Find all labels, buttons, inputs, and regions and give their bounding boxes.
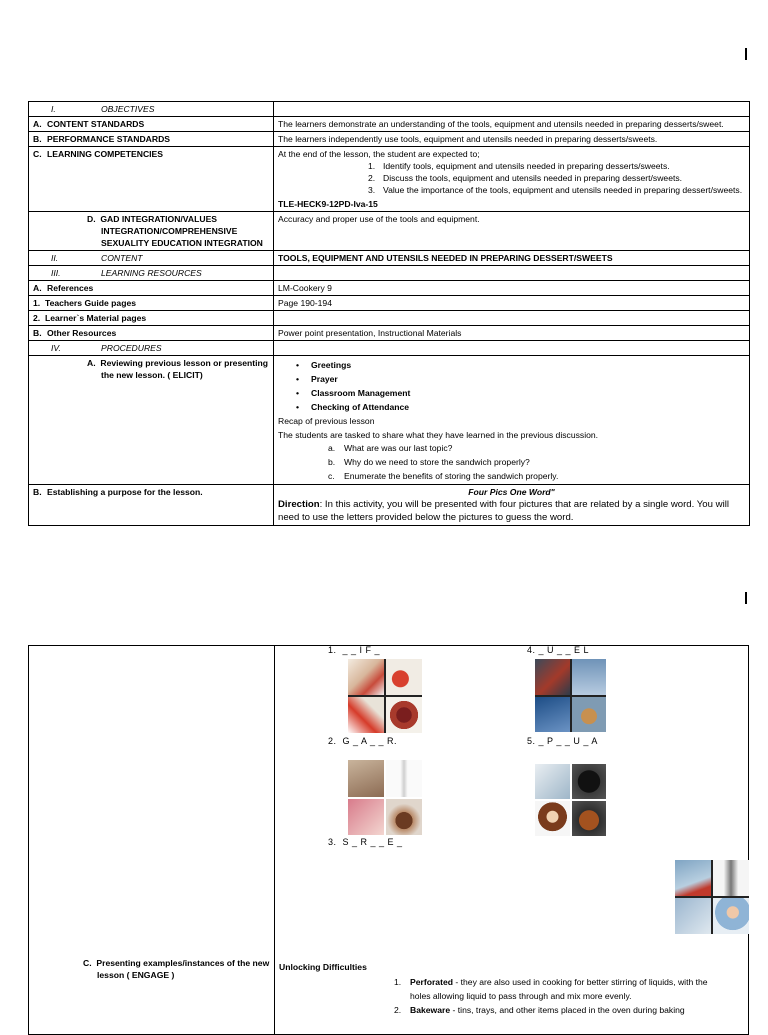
puzzle-label-3: 3. S _ R _ _ E _ <box>328 837 403 847</box>
page-marker <box>745 592 747 604</box>
section-title: PROCEDURES <box>101 343 162 353</box>
row-label: Establishing a purpose for the lesson. <box>47 487 203 497</box>
list-item: • Classroom Management <box>296 386 745 400</box>
performance-standards-text: The learners independently use tools, equipment and utensils needed in preparing desserts/sweets. <box>274 132 750 147</box>
learning-competencies-row: C. LEARNING COMPETENCIES At the end of the lesson, the student are expected to; 1. Identify tools, equipment and utensils needed in preparing desserts/sweets. 2. Discuss the tools, equipment and utensils needed in preparing dessert/sweets. 3. Value the importance of the tools, equipment and utensils needed in preparing dessert/sweets. TLE-HECK9-12PD-Iva-15 <box>29 147 750 212</box>
puzzle-label-1: 1. _ _ I F _ <box>328 645 381 655</box>
tg-row: 1. Teachers Guide pages Page 190-194 <box>29 296 750 311</box>
list-item: 3. Value the importance of the tools, equipment and utensils needed in preparing dessert/sweets. <box>368 185 743 195</box>
other-resources-text: Power point presentation, Instructional Materials <box>274 326 750 341</box>
page-marker <box>745 48 747 60</box>
row-label: Teachers Guide pages <box>44 298 137 308</box>
resources-row: III. LEARNING RESOURCES <box>29 266 750 281</box>
section-title: LEARNING RESOURCES <box>101 268 202 278</box>
row-label: References <box>47 283 94 293</box>
content-text: TOOLS, EQUIPMENT AND UTENSILS NEEDED IN PREPARING DESSERT/SWEETS <box>274 251 750 266</box>
objectives-row <box>29 102 750 117</box>
references-row: A. References LM-Cookery 9 <box>29 281 750 296</box>
section-title: OBJECTIVES <box>101 104 155 114</box>
competency-code: TLE-HECK9-12PD-Iva-15 <box>278 199 378 209</box>
competencies-list <box>278 160 745 196</box>
list-item: • Checking of Attendance <box>296 400 745 414</box>
tg-text: Page 190-194 <box>274 296 750 311</box>
other-resources-row: B. Other Resources Power point presentation, Instructional Materials <box>29 326 750 341</box>
puzzle-label-2: 2. G _ A _ _ R. <box>328 736 398 746</box>
procedures-row: IV. PROCEDURES <box>29 341 750 356</box>
row-label: Learner`s Material pages <box>44 313 147 323</box>
term-item-1: 1. Perforated - they are also used in cooking for better stirring of liquids, with the holes allowing liquid to pass through and mix more evenly. <box>394 977 708 1001</box>
row-label: LEARNING COMPETENCIES <box>47 149 164 159</box>
lm-row: 2. Learner`s Material pages <box>29 311 750 326</box>
activity-title: Four Pics One Word" <box>468 487 555 497</box>
puzzle-image-2 <box>348 760 422 835</box>
gad-text: Accuracy and proper use of the tools and equipment. <box>274 212 750 251</box>
task-text: The students are tasked to share what they have learned in the previous discussion. <box>278 430 599 440</box>
list-item: a. What are was our last topic? <box>328 443 453 453</box>
content-standards-row: A. CONTENT STANDARDS The learners demonstrate an understanding of the tools, equipment and utensils needed in preparing desserts/sweet. <box>29 117 750 132</box>
lm-text <box>274 311 750 326</box>
engage-label: C. Presenting examples/instances of the new lesson ( ENGAGE ) <box>83 958 270 980</box>
row-label: CONTENT STANDARDS <box>47 119 145 129</box>
row-label: Reviewing previous lesson or presenting the new lesson. ( ELICIT) <box>100 358 268 380</box>
row-label: Other Resources <box>47 328 117 338</box>
list-item: • Greetings <box>296 358 745 372</box>
list-item: • Prayer <box>296 372 745 386</box>
section-number: I. <box>51 104 56 114</box>
lesson-plan-table <box>28 101 750 526</box>
content-row: II. CONTENT TOOLS, EQUIPMENT AND UTENSILS NEEDED IN PREPARING DESSERT/SWEETS <box>29 251 750 266</box>
term-item-2: 2. Bakeware - tins, trays, and other items placed in the oven during baking <box>394 1005 685 1015</box>
puzzle-label-5: 5. _ P _ _ U _ A <box>527 736 598 746</box>
row-label: GAD INTEGRATION/VALUES INTEGRATION/COMPREHENSIVE SEXUALITY EDUCATION INTEGRATION <box>100 214 263 248</box>
performance-standards-row: B. PERFORMANCE STANDARDS The learners independently use tools, equipment and utensils needed in preparing desserts/sweets. <box>29 132 750 147</box>
puzzle-image-1 <box>348 659 422 733</box>
puzzle-image-4 <box>535 659 606 732</box>
list-item: b. Why do we need to store the sandwich properly? <box>328 457 530 467</box>
elicit-row: A. Reviewing previous lesson or presenting the new lesson. ( ELICIT) • Greetings • Prayer • Classroom Management • Checking of Attendance Recap of previous lesson The students are tasked to share what they have learned in the previous discussion. a. What are was our last topic? b. Why do we need to store the sandwich properly? c. Enumerate the benefits of storing the sandwich properly. <box>29 356 750 485</box>
section-title: CONTENT <box>101 253 143 263</box>
row-label: PERFORMANCE STANDARDS <box>47 134 171 144</box>
puzzle-image-5 <box>535 764 606 836</box>
purpose-row: B. Establishing a purpose for the lesson. Four Pics One Word" Direction: In this activity, you will be presented with four pictures that are related by a single word. You will need to use the letters provided below the pictures to guess the word. <box>29 485 750 526</box>
competencies-intro: At the end of the lesson, the student are expected to; <box>278 149 480 159</box>
recap-text: Recap of previous lesson <box>278 416 375 426</box>
references-text: LM-Cookery 9 <box>274 281 750 296</box>
direction-text: Direction: In this activity, you will be presented with four pictures that are related by a single word. You will need to use the letters provided below the pictures to guess the word. <box>278 499 729 523</box>
content-standards-text: The learners demonstrate an understanding of the tools, equipment and utensils needed in preparing desserts/sweet. <box>274 117 750 132</box>
puzzle-image-3 <box>675 860 749 934</box>
list-item: c. Enumerate the benefits of storing the sandwich properly. <box>328 471 559 481</box>
list-item: 1. Identify tools, equipment and utensils needed in preparing desserts/sweets. <box>368 161 670 171</box>
list-item: 2. Discuss the tools, equipment and utensils needed in preparing dessert/sweets. <box>368 173 683 183</box>
unlocking-title: Unlocking Difficulties <box>279 962 367 972</box>
gad-row: D. GAD INTEGRATION/VALUES INTEGRATION/COMPREHENSIVE SEXUALITY EDUCATION INTEGRATION Accuracy and proper use of the tools and equipment. <box>29 212 750 251</box>
puzzle-label-4: 4. _ U _ _ E L <box>527 645 590 655</box>
routine-list <box>278 358 745 414</box>
question-list <box>278 441 745 483</box>
